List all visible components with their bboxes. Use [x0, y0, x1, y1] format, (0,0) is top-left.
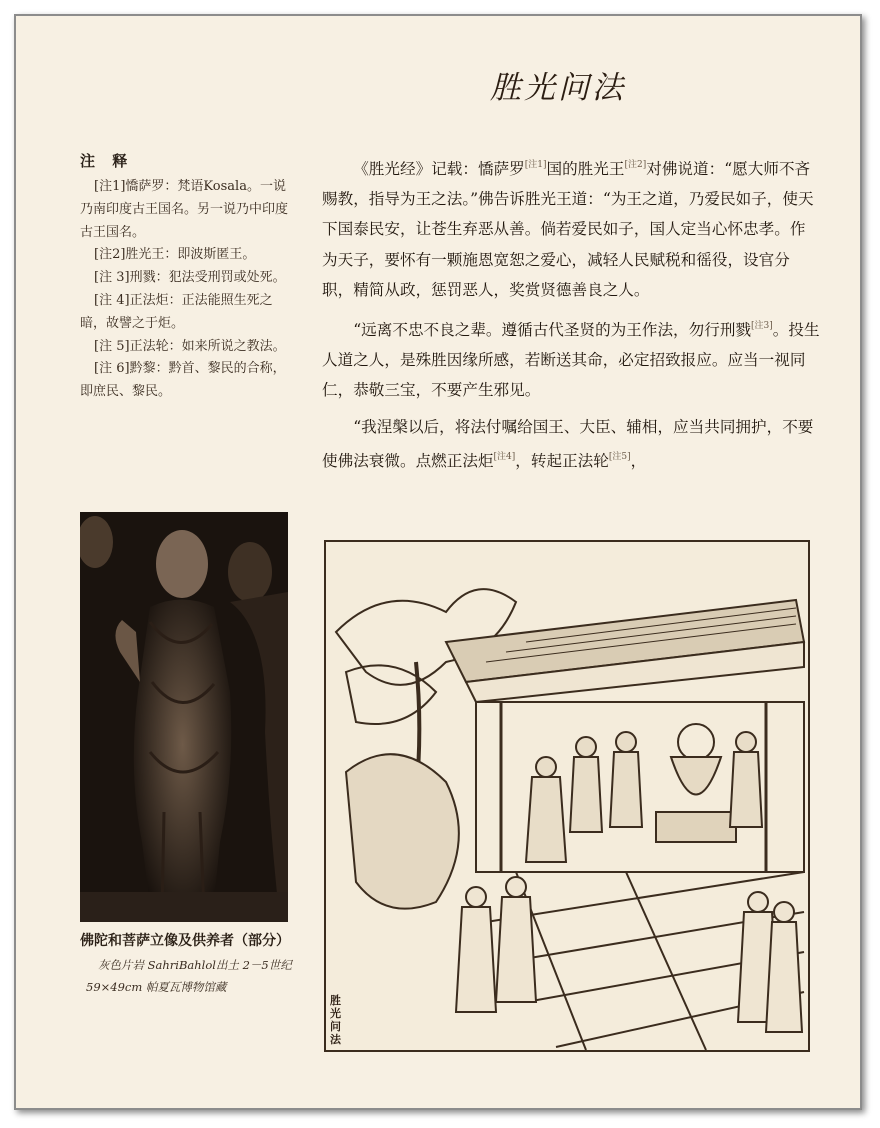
- note-3: [80, 267, 288, 290]
- note-4: [80, 290, 288, 336]
- note-text: 胜光王：即波斯匿王。: [125, 247, 256, 263]
- note-mark: [注 3]: [94, 270, 130, 286]
- note-text: 黔黎：黔首、黎民的合称，即庶民、黎民。: [80, 361, 286, 400]
- photo-caption-detail: 灰色片岩 SahriBahlol出土 2－5世纪 59×49cm 帕夏瓦博物馆藏: [86, 958, 292, 994]
- text-run: 。投生人道之人，是殊胜因缘所感，若断送其命，必定招致报应。应当一视同仁，恭敬三宝，不要产生邪见。: [322, 321, 820, 400]
- text-run: “我涅槃以后，将法付嘱给国王、大臣、辅相，应当共同拥护，不要使佛法衰微。点燃正法炬: [322, 417, 814, 470]
- note-mark: [注 4]: [94, 292, 130, 308]
- text-run: 对佛说道：“愿大师不吝赐教，指导为王之法。”佛告诉胜光王道：“为王之道，乃爱民如子，使天下国泰民安，让苍生弃恶从善。倘若爱民如子，国人定当心怀忠孝。作为天子，要怀有一颗施恩宽恕之爱心，减轻人民赋税和徭役，设官分职，精简从政，惩罚恶人，奖赏贤德善良之人。: [322, 160, 814, 299]
- note-1: [80, 176, 288, 244]
- text-run: ，转起正法轮: [515, 451, 609, 470]
- text-run: “远离不忠不良之辈。遵循古代圣贤的为王作法，勿行刑戮: [353, 321, 752, 340]
- buddha-statue-photo: [80, 512, 288, 922]
- note-ref[interactable]: [注5]: [608, 451, 631, 462]
- woodcut-illustration: [324, 540, 810, 1052]
- woodcut-scene: [326, 542, 808, 1050]
- paragraph-2: [322, 311, 820, 406]
- photo-caption: 佛陀和菩萨立像及供养者（部分）: [80, 933, 290, 949]
- note-mark: [注 5]: [94, 338, 130, 354]
- note-mark: [注1]: [94, 179, 126, 194]
- paragraph-1: [322, 150, 820, 305]
- main-text: [322, 150, 820, 482]
- note-text: 憍萨罗：梵语Kosala。一说乃南印度古王国名。另一说乃中印度古王国名。: [80, 179, 289, 240]
- paragraph-3: [322, 412, 820, 476]
- note-ref[interactable]: [注1]: [524, 160, 547, 170]
- text-run: 《胜光经》记载：憍萨罗: [353, 160, 525, 178]
- notes-list: [80, 176, 288, 404]
- woodcut-title-stamp: 胜光问法: [330, 994, 341, 1046]
- note-ref[interactable]: [注2]: [624, 160, 647, 170]
- notes-heading: 注 释: [80, 152, 134, 170]
- note-mark: [注 6]: [94, 361, 130, 377]
- note-mark: [注2]: [94, 247, 126, 263]
- note-ref[interactable]: [注4]: [493, 451, 516, 462]
- note-text: 刑戮：犯法受刑罚或处死。: [129, 270, 286, 286]
- note-ref[interactable]: [注3]: [751, 321, 773, 332]
- statue-illustration: [80, 512, 288, 922]
- page-title: 胜光问法: [490, 70, 626, 106]
- note-text: 正法炬：正法能照生死之暗，故譬之于炬。: [80, 292, 273, 331]
- note-5: [80, 336, 288, 359]
- text-run: ，: [630, 451, 647, 470]
- note-2: [80, 244, 288, 267]
- note-6: [80, 358, 288, 404]
- text-run: 国的胜光王: [546, 160, 625, 178]
- note-text: 正法轮：如来所说之教法。: [129, 338, 286, 354]
